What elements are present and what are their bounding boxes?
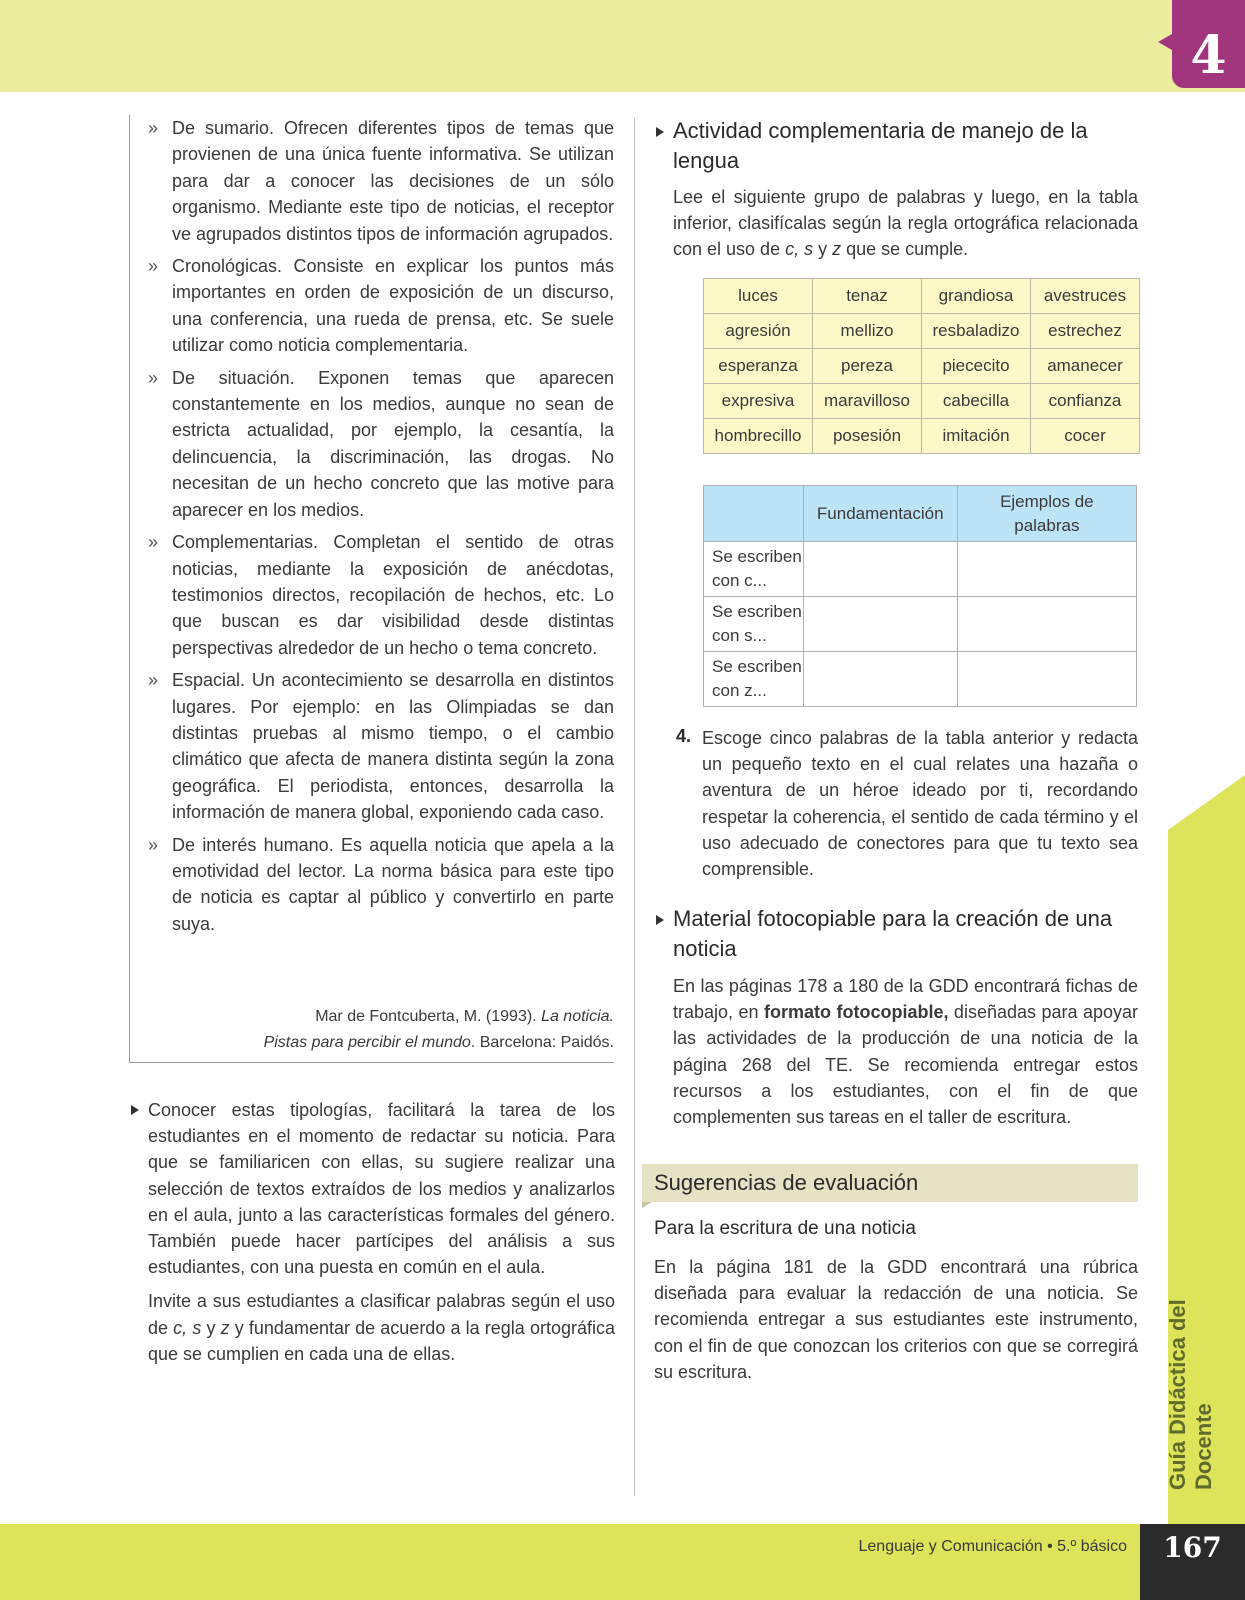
row-label: Se escriben con z...	[704, 652, 804, 707]
word-cell: maravilloso	[813, 384, 922, 419]
note-paragraph: Conocer estas tipologías, facilitará la tarea de los estudiantes en el momento de redactar su noticia. Para que se familiaricen con ellas, su sugiere realizar una selección de textos extraídos de los medios y analizarlos en el aula, junto a las características formales del género. También puede hacer partícipes del análisis a sus estudiantes, con una puesta en común en el aula.	[131, 1097, 615, 1280]
evaluation-text: En la página 181 de la GDD encontrará una rúbrica diseñada para evaluar la redacción de una noticia. Se recomienda entregar a sus estudiantes este instrumento, con el fin de que conozcan los criterios con que se corregirá su escritura.	[654, 1257, 1138, 1382]
evaluation-heading: Sugerencias de evaluación	[642, 1164, 1138, 1202]
bullet-icon: »	[148, 670, 159, 691]
triangle-bullet-icon	[656, 127, 664, 137]
item4-text: Escoge cinco palabras de la tabla anterior y redacta un pequeño texto en el cual relates una hazaña o aventura de un héroe ideado por ti, recordando respetar la coherencia, el sentido de cada término y el uso adecuado de conectores para que tu texto sea comprensible.	[702, 728, 1138, 880]
top-band	[0, 0, 1245, 92]
word-cell: mellizo	[813, 314, 922, 349]
word-cell: cabecilla	[922, 384, 1031, 419]
table-row	[704, 279, 1140, 314]
word-cell: confianza	[1031, 384, 1140, 419]
word-cell: luces	[704, 279, 813, 314]
answer-cell[interactable]	[803, 652, 957, 707]
answer-cell[interactable]	[957, 652, 1136, 707]
footer-text: Lenguaje y Comunicación • 5.º básico	[858, 1538, 1127, 1555]
word-cell: hombrecillo	[704, 419, 813, 454]
bullet-icon: »	[148, 532, 159, 553]
header-cell	[704, 486, 804, 542]
word-cell: resbaladizo	[922, 314, 1031, 349]
table-row	[704, 542, 1137, 597]
table-row	[704, 349, 1140, 384]
table-row	[704, 419, 1140, 454]
table-row	[704, 597, 1137, 652]
news-types-list	[148, 115, 614, 943]
material-heading: Material fotocopiable para la creación de una noticia	[656, 904, 1136, 964]
word-cell: estrechez	[1031, 314, 1140, 349]
table-row	[704, 384, 1140, 419]
row-label: Se escriben con c...	[704, 542, 804, 597]
word-cell: expresiva	[704, 384, 813, 419]
list-item: » De interés humano. Es aquella noticia que apela a la emotividad del lector. La norma básica para este tipo de noticia es captar al público y convertirlo en parte suya.	[148, 832, 614, 938]
word-table	[703, 278, 1140, 454]
row-label: Se escriben con s...	[704, 597, 804, 652]
triangle-bullet-icon	[131, 1105, 139, 1115]
word-cell: posesión	[813, 419, 922, 454]
chapter-tab: 4	[1172, 0, 1245, 88]
item-number: 4.	[676, 726, 692, 746]
citation: Mar de Fontcuberta, M. (1993). La noticia. Pistas para percibir el mundo. Barcelona: Paidós.	[263, 1008, 614, 1051]
word-cell: esperanza	[704, 349, 813, 384]
material-text: En las páginas 178 a 180 de la GDD encontrará fichas de trabajo, en formato fotocopiable, diseñadas para apoyar las actividades de la producción de una noticia de la página 268 del TE. Se recomienda entregar estos recursos a los estudiantes, con el fin de que complementen sus tareas en el taller de escritura.	[673, 976, 1138, 1128]
bullet-icon: »	[148, 256, 159, 277]
teacher-notes	[131, 1097, 615, 1375]
answer-cell[interactable]	[803, 597, 957, 652]
list-item: » Cronológicas. Consiste en explicar los puntos más importantes en orden de exposición de un discurso, una conferencia, una rueda de prensa, etc. Se suele utilizar como noticia complementaria.	[148, 253, 614, 359]
column-divider	[634, 118, 635, 1496]
bullet-icon: »	[148, 367, 159, 388]
list-item: » De situación. Exponen temas que aparecen constantemente en los medios, aunque no sean de estricta actualidad, por ejemplo, la cesantía, la delincuencia, la discriminación, las drogas. No necesitan de un hecho concreto que las motive para aparecer en los medios.	[148, 365, 614, 523]
triangle-bullet-icon	[656, 915, 664, 925]
sidebar-label: Guía Didáctica del Docente	[1165, 1299, 1216, 1490]
list-item: » De sumario. Ofrecen diferentes tipos de temas que provienen de una única fuente informativa. Se utilizan para dar a conocer las decisiones de un sólo organismo. Mediante este tipo de noticias, el receptor ve agrupados distintos tipos de información agrupados.	[148, 115, 614, 247]
bullet-icon: »	[148, 834, 159, 855]
table-header-row	[704, 486, 1137, 542]
word-cell: imitación	[922, 419, 1031, 454]
list-item: » Complementarias. Completan el sentido de otras noticias, mediante la exposición de anécdotas, testimonios directos, recopilación de hechos, etc. Lo que buscan es dar visibilidad desde distintas perspectivas alrededor de un hecho o tema concreto.	[148, 529, 614, 661]
word-cell: cocer	[1031, 419, 1140, 454]
header-cell: Ejemplos de palabras	[957, 486, 1136, 542]
word-cell: amanecer	[1031, 349, 1140, 384]
list-item: » Espacial. Un acontecimiento se desarrolla en distintos lugares. Por ejemplo: en las Olimpiadas se dan distintas pruebas al mismo tiempo, o el cambio climático que afecta de manera distinta según la zona geográfica. El periodista, entonces, desarrolla la información de manera global, exponiendo cada caso.	[148, 667, 614, 825]
word-cell: tenaz	[813, 279, 922, 314]
table-row	[704, 652, 1137, 707]
word-cell: pereza	[813, 349, 922, 384]
table-row	[704, 314, 1140, 349]
header-cell: Fundamentación	[803, 486, 957, 542]
answer-cell[interactable]	[803, 542, 957, 597]
word-cell: grandiosa	[922, 279, 1031, 314]
answer-cell[interactable]	[957, 597, 1136, 652]
note-paragraph: Invite a sus estudiantes a clasificar palabras según el uso de c, s y z y fundamentar de acuerdo a la regla ortográfica que se cumplien en cada una de ellas.	[148, 1291, 615, 1364]
classification-table	[703, 485, 1137, 707]
bullet-icon: »	[148, 118, 159, 138]
activity-intro: Lee el siguiente grupo de palabras y luego, en la tabla inferior, clasifícalas según la regla ortográfica relacionada con el uso de c, s y z que se cumple.	[673, 187, 1138, 260]
page-number: 167	[1140, 1524, 1245, 1600]
activity-heading: Actividad complementaria de manejo de la lengua	[656, 116, 1136, 176]
answer-cell[interactable]	[957, 542, 1136, 597]
evaluation-subheading: Para la escritura de una noticia	[654, 1218, 916, 1239]
word-cell: avestruces	[1031, 279, 1140, 314]
word-cell: piececito	[922, 349, 1031, 384]
word-cell: agresión	[704, 314, 813, 349]
